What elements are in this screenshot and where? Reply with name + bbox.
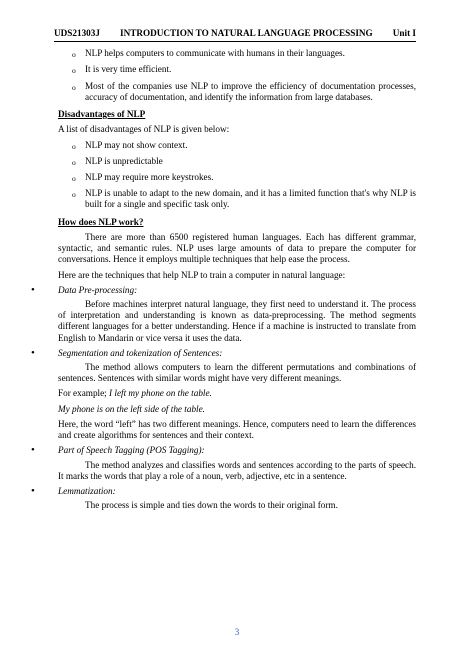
disadvantages-intro: A list of disadvantages of NLP is given below: bbox=[58, 124, 230, 135]
disadvantages-heading: Disadvantages of NLP bbox=[58, 109, 146, 120]
technique-title: • Data Pre-processing: bbox=[58, 284, 138, 295]
example-line bbox=[58, 388, 416, 399]
techniques-intro: Here are the techniques that help NLP to train a computer in natural language: bbox=[58, 269, 346, 280]
list-item: o NLP is unpredictable bbox=[58, 156, 416, 167]
course-title: INTRODUCTION TO NATURAL LANGUAGE PROCESSING bbox=[120, 28, 373, 38]
technique-segmentation bbox=[58, 348, 416, 442]
course-code: UDS21303J bbox=[54, 28, 100, 38]
list-item: o It is very time efficient. bbox=[58, 64, 416, 75]
technique-title: • Lemmatization: bbox=[58, 486, 116, 496]
list-item: o NLP is unable to adapt to the new domain, and it has a limited function that's why NLP is built for a single and specific task only. bbox=[58, 188, 416, 210]
technique-lemmatization bbox=[58, 486, 416, 511]
list-item: o NLP may not show context. bbox=[58, 140, 416, 151]
technique-pos-tagging bbox=[58, 445, 416, 482]
advantages-list bbox=[58, 48, 416, 103]
example-sentence-2: My phone is on the left side of the table. bbox=[58, 403, 205, 414]
technique-text: Before machines interpret natural language, they first need to understand it. The process of interpretation and understanding is known as data-preprocessing. The method segments different languages for a better understanding. Hence if a machine is instructed to translate from English to Mandarin or vice versa it uses the data. bbox=[58, 298, 416, 343]
example-label: For example; bbox=[58, 388, 110, 399]
technique-title: • Part of Speech Tagging (POS Tagging): bbox=[58, 445, 205, 456]
how-paragraph: There are more than 6500 registered human languages. Each has different grammar, syntactic, and semantic rules. NLP uses large amounts of data to prepare the computer for conversations. Hence it employs multiple techniques that help ease the process. bbox=[58, 231, 416, 265]
example-sentence-1: I left my phone on the table. bbox=[109, 388, 212, 399]
technique-text: The method analyzes and classifies words and sentences according to the parts of speech. It marks the words that play a role of a noun, verb, adjective, etc in a sentence. bbox=[58, 459, 416, 481]
technique-text: The method allows computers to learn the different permutations and combinations of sentences. Sentences with similar words might have very different meanings. bbox=[58, 362, 416, 384]
technique-title: • Segmentation and tokenization of Sentences: bbox=[58, 347, 223, 358]
how-heading: How does NLP work? bbox=[58, 216, 144, 227]
list-item: o NLP may require more keystrokes. bbox=[58, 172, 416, 183]
techniques-list bbox=[58, 285, 416, 512]
list-item: o NLP helps computers to communicate with humans in their languages. bbox=[58, 48, 416, 59]
technique-text: The process is simple and ties down the words to their original form. bbox=[85, 500, 338, 511]
technique-text-after: Here, the word “left” has two different meanings. Hence, computers need to learn the differences and create algorithms for sentences and their context. bbox=[58, 418, 416, 441]
page-header bbox=[54, 28, 416, 42]
unit-label: Unit I bbox=[392, 28, 416, 38]
page-number: 3 bbox=[234, 627, 240, 637]
list-item: o Most of the companies use NLP to improve the efficiency of documentation processes, accuracy of documentation, and identify the information from large databases. bbox=[58, 81, 416, 103]
disadvantages-list bbox=[58, 140, 416, 211]
technique-data-preprocessing bbox=[58, 285, 416, 344]
